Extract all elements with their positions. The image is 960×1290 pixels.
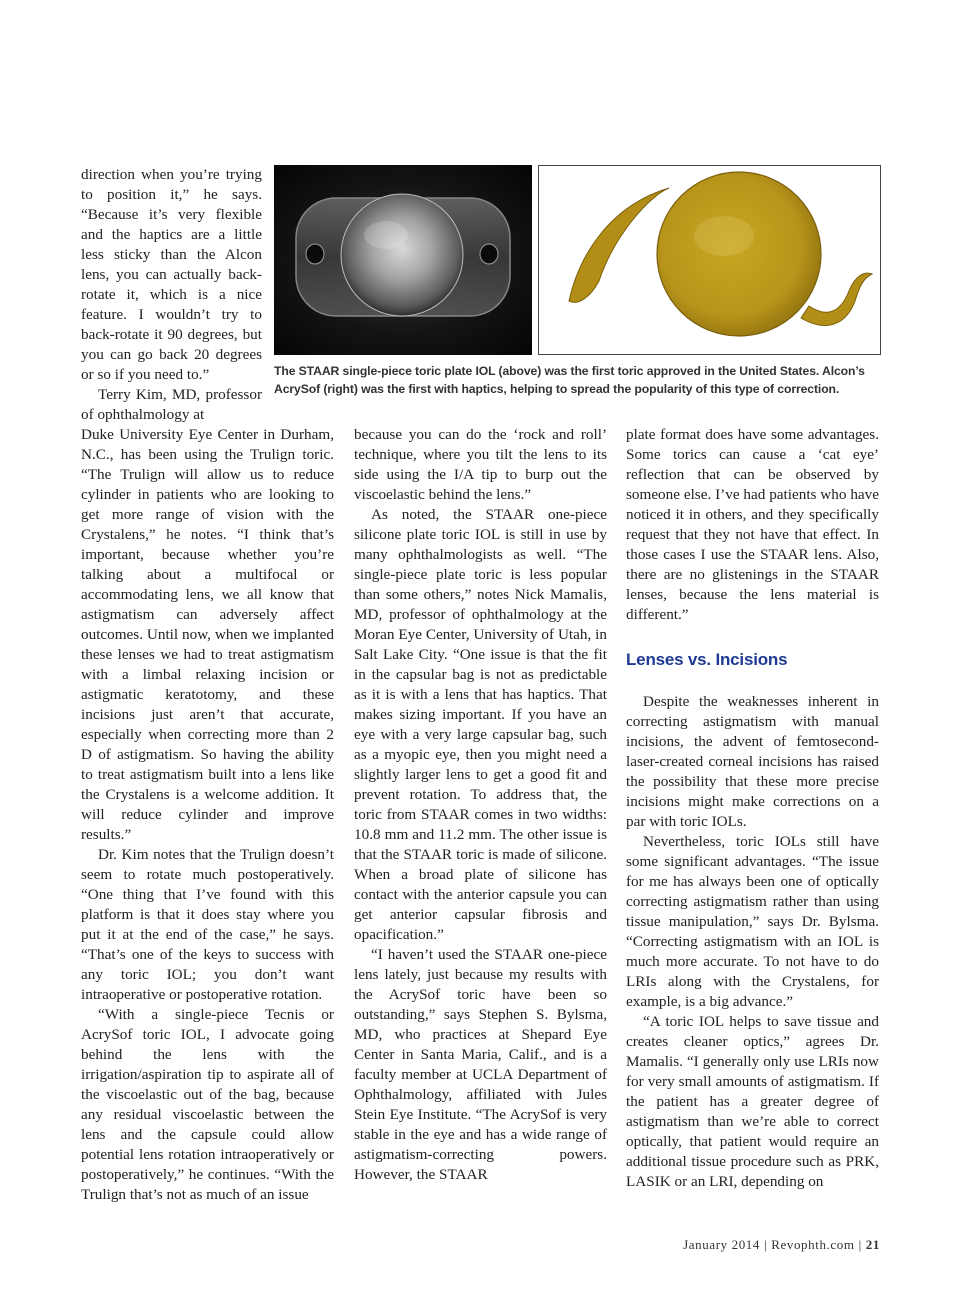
footer-date: January 2014 <box>683 1237 760 1252</box>
page-footer <box>683 1237 880 1253</box>
paragraph: because you can do the ‘rock and roll’ technique, where you tilt the lens to its side using the I/A tip to burp out the viscoelastic behind the lens.” <box>354 426 607 503</box>
figure-caption: The STAAR single-piece toric plate IOL (above) was the first toric approved in the United States. Alcon’s AcrySof (right) was the first with haptics, helping to spread the popularity of this type of correction. <box>274 364 865 396</box>
page-number: 21 <box>865 1237 880 1252</box>
section-subhead: Lenses vs. Incisions <box>626 650 788 669</box>
column-1-bottom <box>81 425 334 1205</box>
paragraph: Nevertheless, toric IOLs still have some significant advantages. “The issue for me has always been one of optically correcting astigmatism rather than using tissue manipulation,” says Dr. Bylsma. “Correcting astigmatism with an IOL is much more accurate. To not have to do LRIs along with the Crystalens, for example, is a big advance.” <box>626 833 879 1010</box>
paragraph: Duke University Eye Center in Durham, N.C., has been using the Trulign toric. “The Trulign will allow us to reduce cylinder in patients who are looking to get more range of vision with the Crystalens,” he notes. “I think that’s important, because whether you’re talking about a multifocal or accommodating lens, we all know that astigmatism can adversely affect outcomes. Until now, when we implanted these lenses we had to treat astigmatism with a limbal relaxing incision or astigmatic keratotomy, and these incisions just aren’t that accurate, especially when correcting more than 2 D of astigmatism. So having the ability to treat astigmatism built into a lens like the Crystalens is a welcome addition. It will reduce cylinder and improve results.” <box>81 426 334 843</box>
paragraph: Terry Kim, MD, professor of ophthalmology at <box>81 386 262 423</box>
paragraph: Dr. Kim notes that the Trulign doesn’t seem to rotate much postoperatively. “One thing that I’ve found with this platform is that it does stay where you put it at the end of the case,” he says. “That’s one of the keys to success with any toric IOL; you don’t want intraoperative or postoperative rotation. <box>81 846 334 1003</box>
paragraph: As noted, the STAAR one-piece silicone plate toric IOL is still in use by many ophthalmologists as well. “The single-piece plate toric is less popular than some others,” notes Nick Mamalis, MD, professor of ophthalmology at the Moran Eye Center, University of Utah, in Salt Lake City. “One issue is that the fit in the capsular bag is not as predictable as it is with a lens that has haptics. That makes sizing important. If you have an eye with a very large capsular bag, such as a myopic eye, then you might need a slightly larger lens to get a good fit and prevent rotation. To address that, the toric from STAAR comes in two widths: 10.8 mm and 11.2 mm. The other issue is that the STAAR toric is made of silicone. When a broad plate of silicone has contact with the anterior capsule you can get anterior capsular fibrosis and opacification.” <box>354 506 607 943</box>
paragraph: “A toric IOL helps to save tissue and creates cleaner optics,” agrees Dr. Mamalis. “I generally only use LRIs now for very small amounts of astigmatism. If the patient has a greater degree of astigmatism than we’re able to correct optically, that patient would require an additional tissue procedure such as PRK, LASIK or an LRI, depending on <box>626 1013 879 1190</box>
paragraph: “With a single-piece Tecnis or AcrySof toric IOL, I advocate going behind the lens with the irrigation/aspiration tip to aspirate all of the viscoelastic out of the bag, because any residual viscoelastic between the lens and the capsule could allow potential lens rotation intraoperatively or postoperatively,” he continues. “With the Trulign that’s not as much of an issue <box>81 1006 334 1203</box>
paragraph: plate format does have some advantages. Some torics can cause a ‘cat eye’ reflection that can be observed by someone else. I’ve had patients who have noticed it in others, and they specifically request that they not have that effect. In those cases I use the STAAR lens. Also, there are no glistenings in the STAAR lenses, because the lens material is different.” <box>626 426 879 623</box>
acrysof-toric-iol-image <box>538 165 881 355</box>
staar-toric-iol-image <box>274 165 532 355</box>
paragraph: direction when you’re trying to position it,” he says. “Because it’s very flexible and the haptics are a little less sticky than the Alcon lens, you can actually back-rotate it, which is a nice feature. I wouldn’t try to back-rotate it 90 degrees, but you can go back 20 degrees or so if you need to.” <box>81 166 262 383</box>
footer-separator: | <box>764 1237 768 1252</box>
column-2 <box>354 425 607 1185</box>
footer-separator: | <box>858 1237 862 1252</box>
column-1-top <box>81 165 262 425</box>
paragraph: Despite the weaknesses inherent in correcting astigmatism with manual incisions, the advent of femtosecond-laser-created corneal incisions has raised the possibility that these more precise incisions might make corrections on a par with toric IOLs. <box>626 693 879 830</box>
footer-site: Revophth.com <box>771 1237 855 1252</box>
paragraph: “I haven’t used the STAAR one-piece lens lately, just because my results with the AcrySof toric have been so outstanding,” says Stephen S. Bylsma, MD, who practices at Shepard Eye Center in Santa Maria, Calif., and is a faculty member at UCLA Department of Ophthalmology, affiliated with Jules Stein Eye Institute. “The AcrySof is very stable in the eye and has a wide range of astigmatism-correcting powers. However, the STAAR <box>354 946 607 1183</box>
column-3 <box>626 425 879 1192</box>
